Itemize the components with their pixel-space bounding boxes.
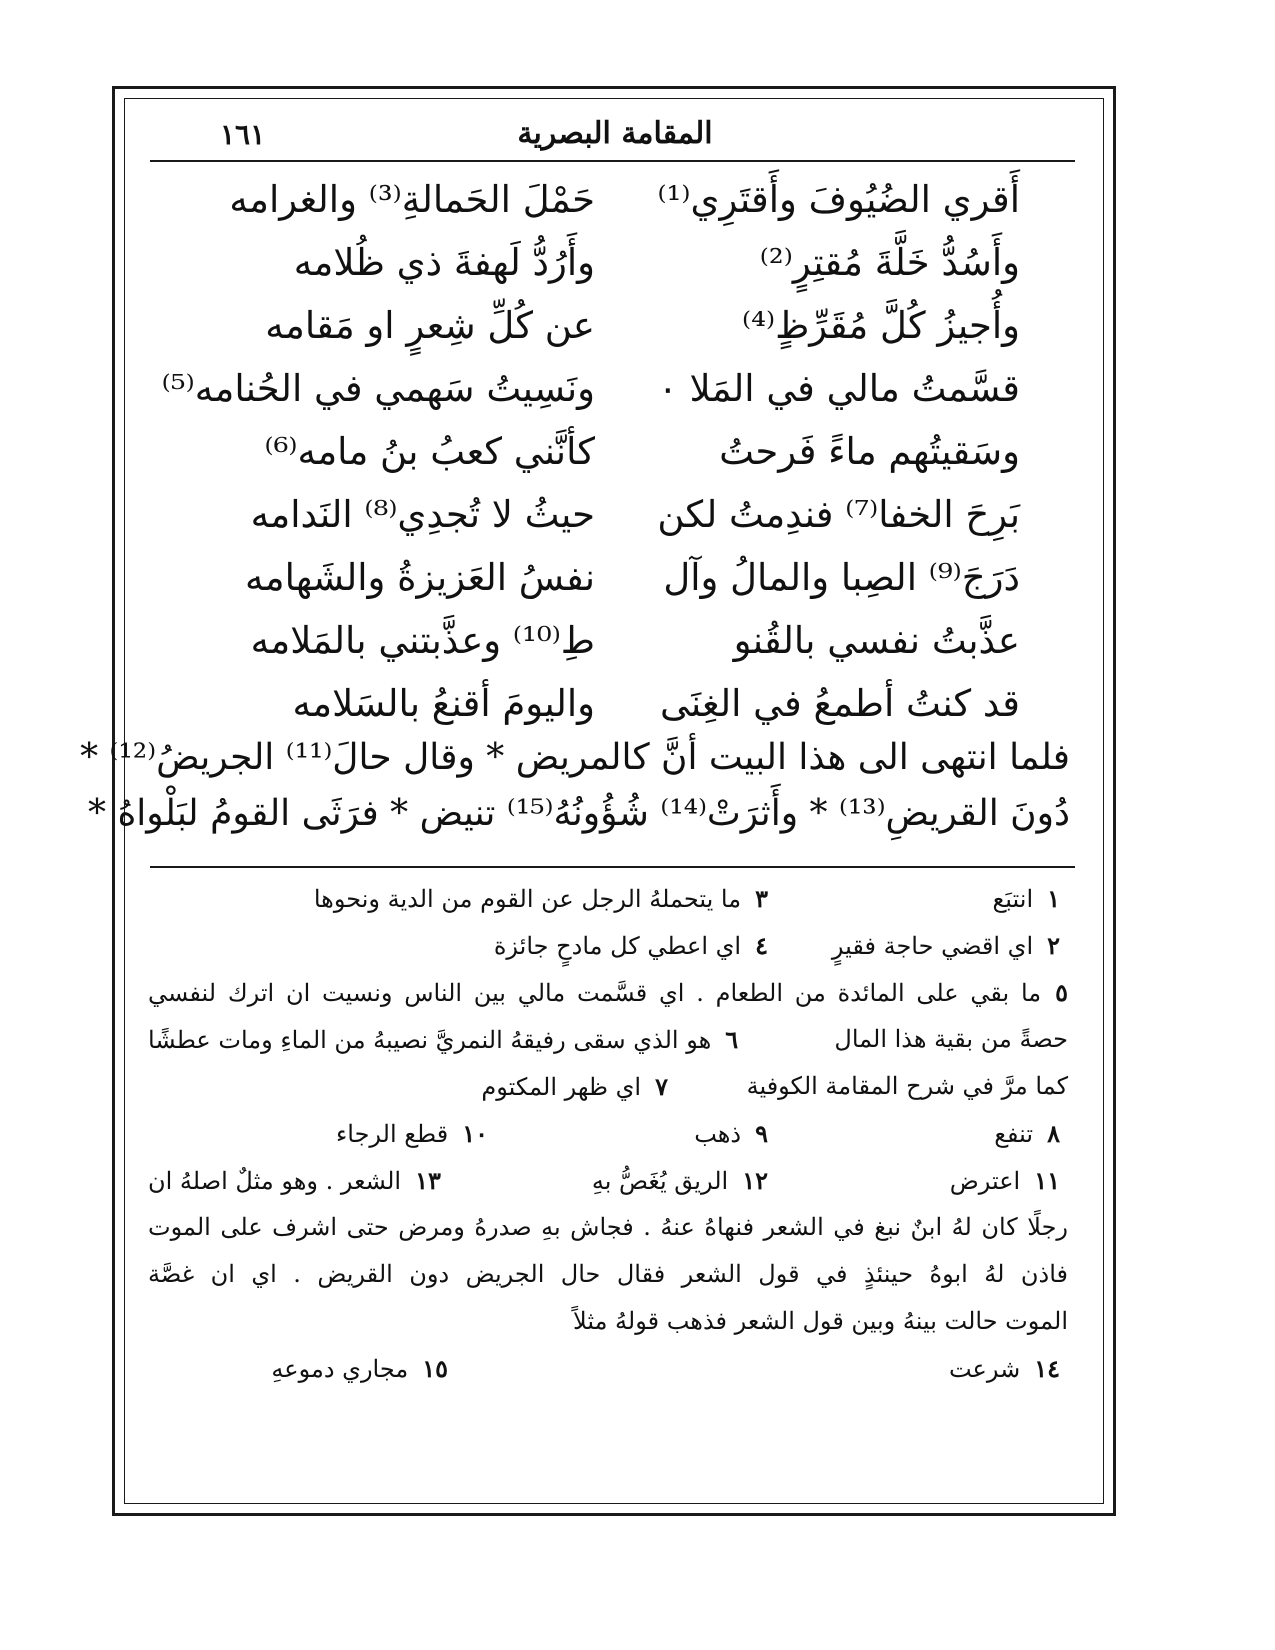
footnote — [993, 884, 1061, 913]
verse-first-hemistich: بَرِحَ الخفا⁽⁷⁾ فندِمتُ لكن — [657, 493, 1020, 536]
footnote-number: ١٢ — [742, 1166, 768, 1195]
footnotes — [148, 878, 1068, 1395]
running-title: المقامة البصرية — [517, 116, 713, 151]
footnote — [494, 931, 768, 960]
footnote — [949, 1354, 1060, 1383]
footnote — [832, 931, 1060, 960]
verse-first-hemistich: وأُجيزُ كُلَّ مُقَرِّظٍ⁽⁴⁾ — [742, 304, 1020, 347]
footnote-row — [148, 1066, 1068, 1113]
footnote-text: اي اقضي حاجة فقيرٍ — [831, 932, 1034, 960]
footnote — [148, 1025, 738, 1054]
footnote-text: ما يتحملهُ الرجل عن القوم من الدية ونحوها — [313, 885, 742, 913]
footnote — [481, 1072, 668, 1101]
footnote-text: شرعت — [948, 1355, 1021, 1383]
footnote — [148, 1166, 441, 1195]
verse-second-hemistich: ونَسِيتُ سَهمي في الحُنامه⁽⁵⁾ — [161, 367, 595, 410]
verse-first-hemistich: قسَّمتُ مالي في المَلا ٠ — [657, 367, 1020, 410]
footnote-number: ٣ — [755, 884, 768, 913]
footnote — [314, 884, 768, 913]
footnote-number: ١٤ — [1034, 1354, 1060, 1383]
footnote-row — [148, 878, 1068, 925]
footnote-text: اي ظهر المكتوم — [481, 1073, 642, 1101]
footnote-text: فاذن لهُ ابوهُ حينئذٍ في قول الشعر فقال حال الجريض دون القريض . اي ان غصَّة — [148, 1260, 1068, 1288]
page-header — [160, 112, 1070, 156]
footnote-text: مجاري دموعهِ — [271, 1355, 409, 1383]
footnote — [950, 1166, 1060, 1195]
footnote-number: ٨ — [1047, 1119, 1060, 1148]
verse — [200, 674, 1020, 737]
verse — [200, 611, 1020, 674]
footnote-text: رجلًا كان لهُ ابنٌ نبغ في الشعر فنهاهُ عنهُ . فجاش بهِ صدرهُ ومرض حتى اشرف على الموت — [148, 1213, 1068, 1241]
verse — [200, 422, 1020, 485]
verse-first-hemistich: وأَسُدُّ خَلَّةَ مُقتِرٍ⁽²⁾ — [759, 241, 1020, 284]
verse-first-hemistich: قد كنتُ أطمعُ في الغِنَى — [659, 682, 1020, 725]
footnote-rule — [150, 866, 1075, 868]
footnote-text: الموت حالت بينهُ وبين قول الشعر فذهب قولهُ مثلاً — [573, 1307, 1068, 1335]
verse-second-hemistich: حيثُ لا تُجدِي⁽⁸⁾ النَدامه — [250, 493, 595, 536]
prose-text — [80, 737, 1070, 849]
verse-second-hemistich: كأنَّني كعبُ بنُ مامه⁽⁶⁾ — [264, 430, 595, 473]
footnote-text: هو الذي سقى رفيقهُ النمريَّ نصيبهُ من الماءِ ومات عطشًا — [148, 1026, 712, 1054]
footnote-text: كما مرَّ في شرح المقامة الكوفية — [746, 1072, 1068, 1100]
footnote-row — [148, 1348, 1068, 1395]
poem — [161, 170, 1020, 737]
footnote-text: ذهب — [694, 1120, 742, 1148]
footnote — [994, 1119, 1060, 1148]
verse — [200, 233, 1020, 296]
verse-second-hemistich: عن كُلِّ شِعرٍ او مَقامه — [265, 304, 595, 347]
verse-second-hemistich: طِ⁽¹⁰⁾ وعذَّبتني بالمَلامه — [250, 619, 595, 662]
footnote-text: الريق يُغَصُّ بهِ — [591, 1167, 729, 1195]
footnote — [271, 1354, 448, 1383]
verse — [200, 170, 1020, 233]
footnote — [694, 1119, 768, 1148]
footnote-text: الشعر . وهو مثلٌ اصلهُ ان — [148, 1167, 402, 1195]
verse-second-hemistich: واليومَ أقنعُ بالسَلامه — [292, 682, 595, 725]
footnote-row — [148, 1113, 1068, 1160]
footnote-number: ١٥ — [422, 1354, 448, 1383]
footnote-number: ٤ — [755, 931, 768, 960]
verse-second-hemistich: حَمْلَ الحَمالةِ⁽³⁾ والغرامه — [229, 178, 595, 221]
footnote-text: اعترض — [949, 1167, 1021, 1195]
verse-second-hemistich: وأَرُدُّ لَهفةَ ذي ظُلامه — [293, 241, 595, 284]
footnote-number: ٧ — [655, 1072, 668, 1101]
footnote-number: ١٣ — [415, 1166, 441, 1195]
page-number: ١٦١ — [220, 118, 266, 151]
prose-line: دُونَ القريضِ⁽¹³⁾ * وأَثرَتْ⁽¹⁴⁾ شُؤُونُهُ⁽¹⁵⁾ تنيض * فرَثَى القومُ لبَلْواهُ * — [88, 793, 1070, 834]
verse-second-hemistich: نفسُ العَزيزةُ والشَهامه — [244, 556, 595, 599]
footnote — [592, 1166, 768, 1195]
footnote-text: قطع الرجاء — [336, 1120, 449, 1148]
verse-first-hemistich: أَقري الضُيُوفَ وأَقتَرِي⁽¹⁾ — [657, 178, 1020, 221]
verse-first-hemistich: عذَّبتُ نفسي بالقُنو — [733, 619, 1020, 662]
footnote-text: ما بقي على المائدة من الطعام . اي قسَّمت مالي بين الناس ونسيت ان اترك لنفسي — [148, 979, 1042, 1007]
footnote-number: ١١ — [1034, 1166, 1060, 1195]
verse-first-hemistich: دَرَجَ⁽⁹⁾ الصِبا والمالُ وآل — [663, 556, 1020, 599]
footnote-text: تنفع — [994, 1120, 1034, 1148]
footnote — [336, 1119, 488, 1148]
footnote-number: ١ — [1047, 884, 1060, 913]
verse-first-hemistich: وسَقيتُهم ماءً فَرحتُ — [719, 430, 1020, 473]
footnote-text: انتبَع — [992, 885, 1034, 913]
footnote — [148, 972, 1068, 1019]
verse — [200, 485, 1020, 548]
footnote-row — [148, 1301, 1068, 1348]
header-rule — [150, 160, 1075, 162]
footnote-number: ٢ — [1047, 931, 1060, 960]
footnote-row — [148, 1019, 1068, 1066]
footnote-row — [148, 1160, 1068, 1207]
footnote-number: ٩ — [755, 1119, 768, 1148]
verse — [200, 296, 1020, 359]
verse — [161, 359, 1020, 422]
footnote-number: ٥ — [1055, 978, 1068, 1007]
footnote-number: ١٠ — [462, 1119, 488, 1148]
prose-line: فلما انتهى الى هذا البيت أنَّ كالمريض * وقال حالَ⁽¹¹⁾ الجريضُ⁽¹²⁾ * — [80, 737, 1070, 778]
footnote-text: اي اعطي كل مادحٍ جائزة — [493, 932, 742, 960]
verse — [200, 548, 1020, 611]
footnote-text: حصةً من بقية هذا المال — [834, 1025, 1068, 1053]
footnote-number: ٦ — [725, 1025, 739, 1054]
footnote-row — [148, 925, 1068, 972]
